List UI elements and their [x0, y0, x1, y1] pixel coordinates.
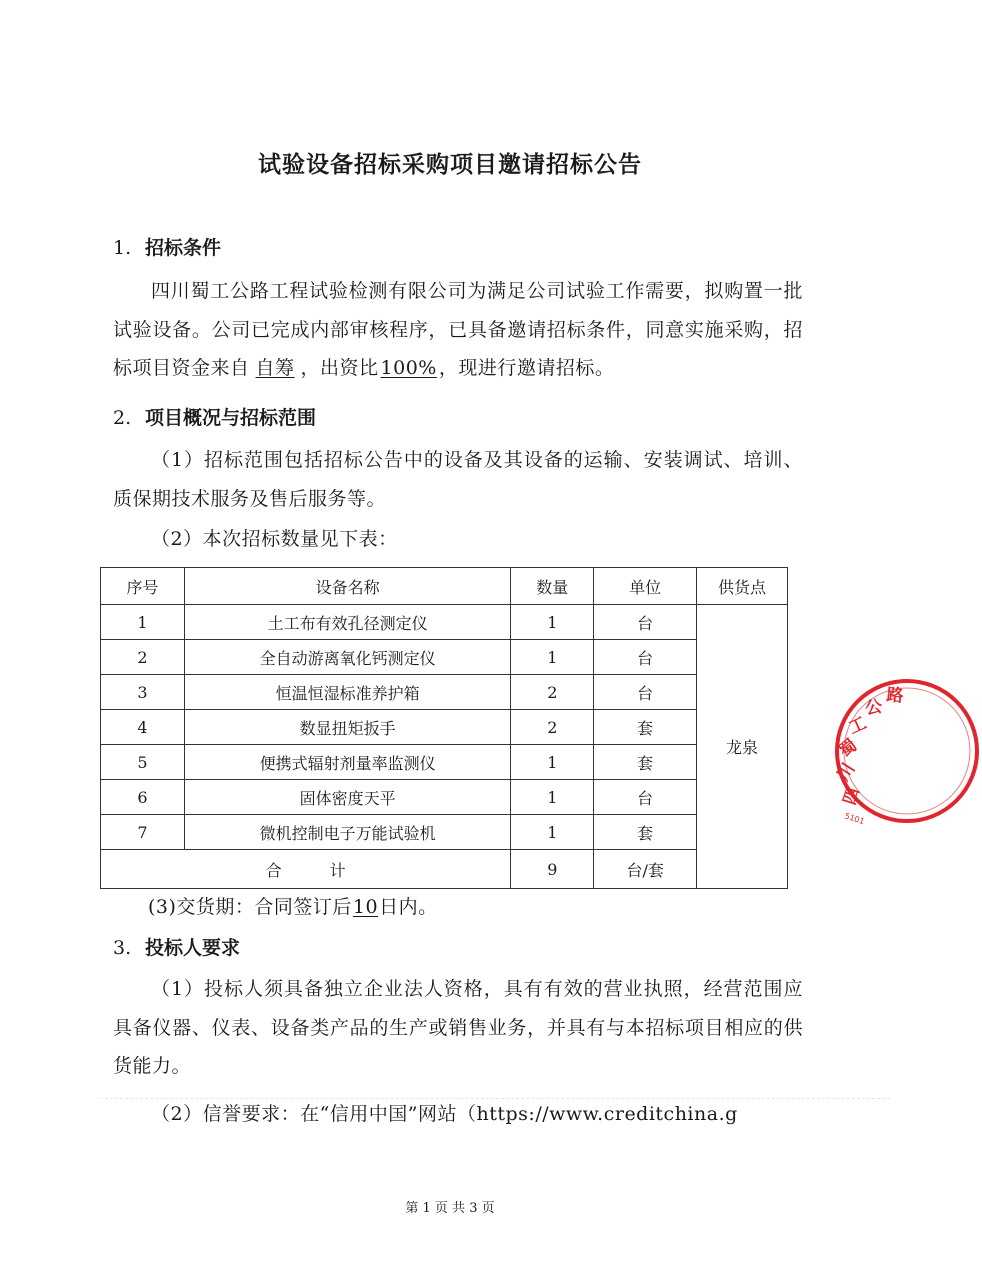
table-row	[101, 815, 788, 850]
total-label: 合 计	[101, 850, 511, 889]
row-no: 3	[101, 675, 185, 710]
row-no: 7	[101, 815, 185, 850]
section-2-paragraph-1: （1）招标范围包括招标公告中的设备及其设备的运输、安装调试、培训、质保期技术服务及售后服务等。	[113, 449, 803, 510]
svg-text:工: 工	[845, 713, 870, 739]
row-unit: 台	[594, 605, 697, 640]
row-name: 便携式辐射剂量率监测仪	[184, 745, 510, 780]
table-header-row	[101, 568, 788, 605]
row-name: 固体密度天平	[184, 780, 510, 815]
svg-text:路: 路	[885, 685, 905, 707]
table-row	[101, 745, 788, 780]
header-unit: 单位	[594, 568, 697, 605]
row-name: 土工布有效孔径测定仪	[184, 605, 510, 640]
header-name: 设备名称	[184, 568, 510, 605]
row-unit: 台	[594, 780, 697, 815]
table-row	[101, 605, 788, 640]
table-row	[101, 675, 788, 710]
table-row	[101, 710, 788, 745]
section-3-heading	[113, 933, 240, 960]
svg-text:川: 川	[833, 759, 860, 785]
total-qty: 9	[511, 850, 594, 889]
table-total-row	[101, 850, 788, 889]
row-qty: 1	[511, 745, 594, 780]
row-no: 6	[101, 780, 185, 815]
table-row	[101, 780, 788, 815]
s1-text-a: 四川蜀工公路工程试验检测有限公司为满足公司试验工作需要，拟购置一批试验设备。公司已完成内部审核程序，已具备邀请招标条件，同意实施采购，招标项目资金来自	[113, 280, 803, 379]
section-1-number: 1.	[113, 237, 132, 259]
row-no: 5	[101, 745, 185, 780]
total-unit: 台/套	[594, 850, 697, 889]
fund-ratio-value: 100%	[380, 357, 437, 379]
section-3-number: 3.	[113, 937, 132, 959]
row-qty: 1	[511, 605, 594, 640]
svg-text:5101: 5101	[843, 811, 866, 827]
svg-text:蜀: 蜀	[835, 735, 862, 762]
section-1-paragraph	[113, 272, 803, 388]
row-qty: 1	[511, 815, 594, 850]
fund-source-value: 自筹	[255, 357, 295, 379]
section-1-title: 招标条件	[145, 237, 222, 259]
section-3-title: 投标人要求	[145, 937, 241, 959]
delivery-period	[148, 888, 838, 927]
supply-point-cell: 龙泉	[697, 605, 788, 889]
row-no: 2	[101, 640, 185, 675]
row-name: 数显扭矩扳手	[184, 710, 510, 745]
row-qty: 2	[511, 710, 594, 745]
section-2-heading	[113, 403, 316, 430]
row-unit: 套	[594, 745, 697, 780]
row-name: 微机控制电子万能试验机	[184, 815, 510, 850]
row-unit: 套	[594, 815, 697, 850]
row-unit: 台	[594, 675, 697, 710]
row-qty: 2	[511, 675, 594, 710]
row-qty: 1	[511, 640, 594, 675]
row-no: 4	[101, 710, 185, 745]
header-no: 序号	[101, 568, 185, 605]
table-row	[101, 640, 788, 675]
row-no: 1	[101, 605, 185, 640]
header-supply-point: 供货点	[697, 568, 788, 605]
company-seal-icon	[832, 676, 982, 826]
s1-text-b: ，出资比	[300, 357, 379, 379]
s1-text-c: ，现进行邀请招标。	[438, 357, 615, 379]
row-unit: 台	[594, 640, 697, 675]
svg-text:公: 公	[863, 696, 884, 719]
row-name: 恒温恒湿标准养护箱	[184, 675, 510, 710]
section-3-paragraph-2: （2）信誉要求：在“信用中国”网站（https://www.creditchina.g	[151, 1103, 738, 1125]
row-unit: 套	[594, 710, 697, 745]
page-title: 试验设备招标采购项目邀请招标公告	[258, 152, 642, 178]
delivery-text-a: (3)交货期：合同签订后	[148, 896, 352, 918]
row-qty: 1	[511, 780, 594, 815]
section-2-title: 项目概况与招标范围	[145, 407, 317, 429]
row-name: 全自动游离氧化钙测定仪	[184, 640, 510, 675]
equipment-table	[100, 567, 788, 889]
header-qty: 数量	[511, 568, 594, 605]
page-footer: 第 1 页 共 3 页	[405, 1201, 495, 1216]
section-3-paragraph-1: （1）投标人须具备独立企业法人资格，具有有效的营业执照，经营范围应具备仪器、仪表、设备类产品的生产或销售业务，并具有与本招标项目相应的供货能力。	[113, 978, 803, 1077]
delivery-text-b: 日内。	[379, 896, 438, 918]
section-2-paragraph-2: （2）本次招标数量见下表：	[151, 528, 398, 550]
svg-text:四: 四	[839, 785, 865, 808]
delivery-days-value: 10	[352, 896, 379, 918]
section-2-number: 2.	[113, 407, 132, 429]
section-1-heading	[113, 233, 221, 260]
